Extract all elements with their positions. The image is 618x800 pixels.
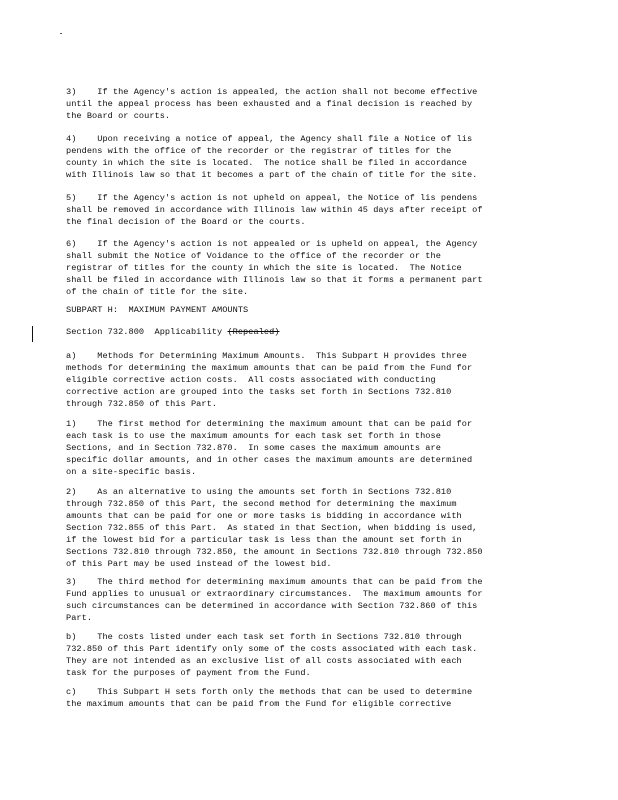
paragraph-3 xyxy=(66,86,550,122)
section-title-line xyxy=(66,326,550,338)
text-line: 2) As an alternative to using the amounts set forth in Sections 732.810 xyxy=(66,487,452,497)
text-line: a) Methods for Determining Maximum Amounts. This Subpart H provides three xyxy=(66,351,467,361)
text-line: the final decision of the Board or the courts. xyxy=(66,217,306,227)
text-line: They are not intended as an exclusive list of all costs associated with each xyxy=(66,656,462,666)
paragraph-6 xyxy=(66,238,550,298)
text-line: county in which the site is located. The notice shall be filed in accordance xyxy=(66,158,467,168)
text-line: task for the purposes of payment from the Fund. xyxy=(66,668,311,678)
section-heading xyxy=(66,326,550,338)
text-line: Sections 732.810 through 732.850, the amount in Sections 732.810 through 732.850 xyxy=(66,547,483,557)
subpart-title: SUBPART H: MAXIMUM PAYMENT AMOUNTS xyxy=(66,305,249,315)
paragraph-4 xyxy=(66,133,550,181)
revision-change-bar xyxy=(32,326,33,342)
paragraph-c xyxy=(66,686,550,710)
text-line: 6) If the Agency's action is not appealed or is upheld on appeal, the Agency xyxy=(66,239,478,249)
text-line: until the appeal process has been exhausted and a final decision is reached by xyxy=(66,99,473,109)
text-line: such circumstances can be determined in accordance with Section 732.860 of this xyxy=(66,601,478,611)
paragraph-5 xyxy=(66,192,550,228)
text-line: 732.850 of this Part identify only some of the costs associated with each task. xyxy=(66,644,478,654)
text-line: with Illinois law so that it becomes a part of the chain of title for the site. xyxy=(66,170,478,180)
subpart-heading xyxy=(66,304,550,316)
text-line: 4) Upon receiving a notice of appeal, the Agency shall file a Notice of lis xyxy=(66,134,473,144)
paragraph-b xyxy=(66,631,550,679)
text-line: methods for determining the maximum amounts that can be paid from the Fund for xyxy=(66,363,473,373)
paragraph-a xyxy=(66,350,550,410)
text-line: Sections, and in Section 732.870. In some cases the maximum amounts are xyxy=(66,443,441,453)
text-line: Part. xyxy=(66,613,93,623)
text-line: Fund applies to unusual or extraordinary circumstances. The maximum amounts for xyxy=(66,589,483,599)
paragraph-a-1 xyxy=(66,418,550,478)
text-line: if the lowest bid for a particular task is less than the amount set forth in xyxy=(66,535,462,545)
text-line: 3) If the Agency's action is appealed, the action shall not become effective xyxy=(66,87,478,97)
text-line: registrar of titles for the county in which the site is located. The Notice xyxy=(66,263,462,273)
text-line: Section 732.855 of this Part. As stated in that Section, when bidding is used, xyxy=(66,523,478,533)
text-line: shall submit the Notice of Voidance to the office of the recorder or the xyxy=(66,251,441,261)
text-line: of this Part may be used instead of the lowest bid. xyxy=(66,559,332,569)
text-line: c) This Subpart H sets forth only the methods that can be used to determine xyxy=(66,687,473,697)
section-title: Section 732.800 Applicability xyxy=(66,327,223,337)
text-line: through 732.850 of this Part. xyxy=(66,399,218,409)
struck-repealed-text: (Repealed) xyxy=(227,327,280,337)
text-line: the Board or courts. xyxy=(66,111,171,121)
text-line: b) The costs listed under each task set forth in Sections 732.810 through xyxy=(66,632,462,642)
text-line: through 732.850 of this Part, the second method for determining the maximum xyxy=(66,499,457,509)
text-line: of the chain of title for the site. xyxy=(66,287,249,297)
text-line: specific dollar amounts, and in other cases the maximum amounts are determined xyxy=(66,455,473,465)
text-line: each task is to use the maximum amounts for each task set forth in those xyxy=(66,431,441,441)
text-line: 3) The third method for determining maximum amounts that can be paid from the xyxy=(66,577,483,587)
text-line: 5) If the Agency's action is not upheld on appeal, the Notice of lis pendens xyxy=(66,193,478,203)
text-line: pendens with the office of the recorder or the registrar of titles for the xyxy=(66,146,452,156)
text-line: shall be filed in accordance with Illinois law so that it forms a permanent part xyxy=(66,275,483,285)
text-line: 1) The first method for determining the maximum amount that can be paid for xyxy=(66,419,473,429)
text-line: amounts that can be paid for one or more tasks is bidding in accordance with xyxy=(66,511,462,521)
text-line: corrective action are grouped into the tasks set forth in Sections 732.810 xyxy=(66,387,452,397)
scan-speck xyxy=(60,33,62,34)
text-line: the maximum amounts that can be paid from the Fund for eligible corrective xyxy=(66,699,452,709)
text-line: on a site-specific basis. xyxy=(66,467,197,477)
paragraph-a-3 xyxy=(66,576,550,624)
text-line: eligible corrective action costs. All costs associated with conducting xyxy=(66,375,436,385)
paragraph-a-2 xyxy=(66,486,550,570)
text-line: shall be removed in accordance with Illinois law within 45 days after receipt of xyxy=(66,205,483,215)
